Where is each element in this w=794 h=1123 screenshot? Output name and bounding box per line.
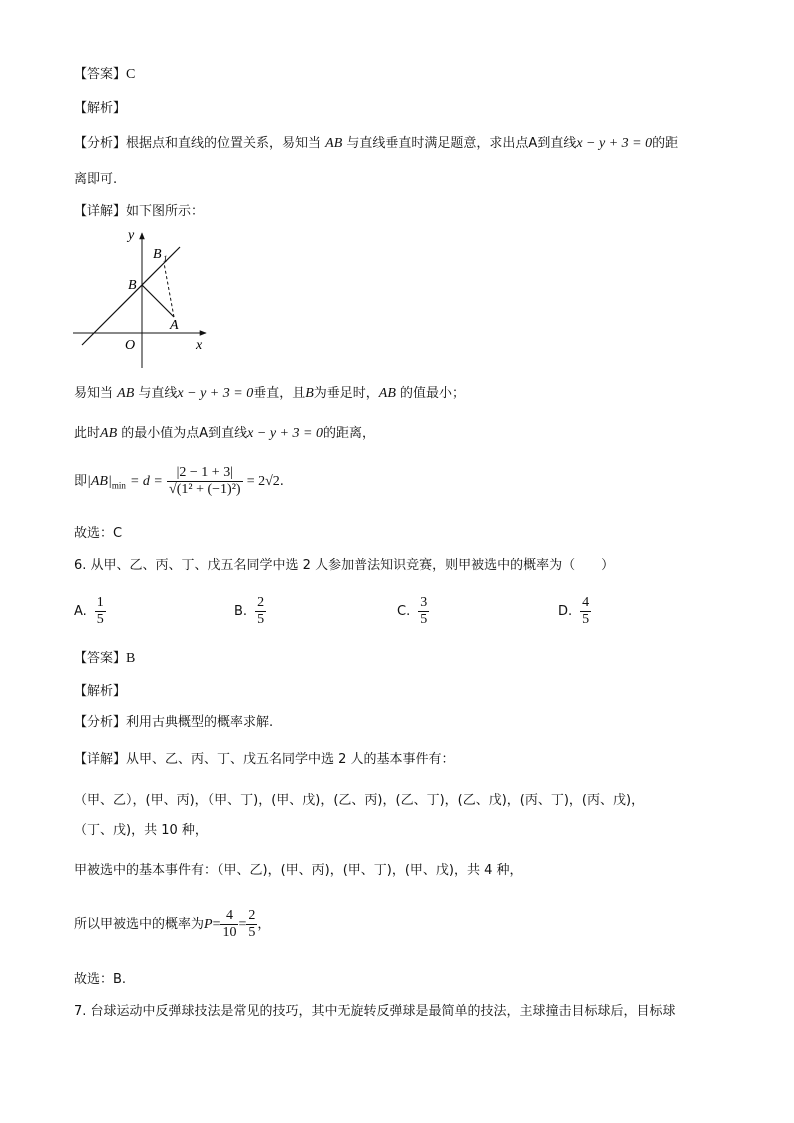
denominator: 5 (420, 612, 428, 627)
label-b1-sub: 1 (163, 254, 168, 264)
fraction-numerator: |2 − 1 + 3| (167, 465, 243, 482)
detail-line-q6 (74, 751, 455, 769)
answer-line (74, 66, 135, 84)
detail-tag: 【详解】 (74, 204, 127, 219)
detail-text: 如下图所示： (126, 204, 205, 219)
distance-formula-line (74, 462, 284, 506)
option-b[interactable] (234, 595, 266, 628)
segment-ab: AB (325, 136, 343, 151)
result: = 2√2 (246, 474, 280, 489)
option-label: D. (558, 604, 573, 619)
answer-tag: 【答案】 (74, 651, 127, 666)
detail-line (74, 203, 204, 221)
option-d[interactable] (558, 595, 591, 628)
option-label: B. (234, 604, 248, 619)
detail-tag: 【详解】 (74, 752, 127, 767)
geometry-figure (70, 225, 215, 375)
numerator: 4 (582, 595, 590, 610)
numerator: 4 (220, 908, 238, 925)
line-equation: x − y + 3 = 0 (576, 136, 653, 151)
segment-ab: AB (117, 386, 135, 401)
numerator: 3 (420, 595, 428, 610)
line-equation: x − y + 3 = 0 (177, 386, 254, 401)
answer-line-q6 (74, 650, 135, 668)
detail-text: 从甲、乙、丙、丁、戊五名同学中选 2 人的基本事件有： (126, 752, 455, 767)
t: 此时 (74, 426, 101, 441)
denominator: 5 (257, 612, 265, 627)
reason-line-1 (74, 385, 465, 403)
choice-q5: 故选：C (74, 526, 123, 541)
numerator: 2 (257, 595, 265, 610)
label-b1: B (153, 247, 162, 262)
t: 为垂足时， (313, 386, 379, 401)
t: 与直线 (138, 386, 178, 401)
segment-ab: AB (378, 386, 396, 401)
denominator: 5 (248, 925, 256, 940)
fraction-denominator: √(1² + (−1)²) (169, 482, 241, 497)
fenxi-line-q6 (74, 714, 273, 732)
label-a: A (170, 318, 179, 333)
analysis-tag: 【解析】 (74, 101, 127, 116)
probability-line (74, 905, 270, 945)
option-label: A. (74, 604, 87, 619)
equals: = (238, 917, 247, 932)
line-equation: x − y + 3 = 0 (247, 426, 323, 441)
t: 易知当 (74, 386, 114, 401)
min-subscript: min (111, 480, 126, 491)
t: 的值最小； (400, 386, 466, 401)
fenxi-text-c: 的距 (652, 136, 679, 151)
equals: = (212, 917, 221, 932)
option-a[interactable] (74, 595, 106, 628)
option-c[interactable] (397, 595, 429, 628)
events-jia-line: 甲被选中的基本事件有：（甲、乙)，(甲、丙)，(甲、丁)，(甲、戊)，共 4 种， (74, 863, 523, 878)
t: . (279, 474, 284, 489)
denominator: 5 (582, 612, 590, 627)
label-b: B (128, 278, 137, 293)
fenxi-text: 利用古典概型的概率求解. (126, 715, 274, 730)
option-fraction (580, 595, 591, 628)
label-y: y (128, 228, 135, 243)
t: 的距离， (322, 426, 375, 441)
q6-stem: 6. 从甲、乙、丙、丁、戊五名同学中选 2 人参加普法知识竞赛，则甲被选中的概率为（ ） (74, 558, 615, 573)
option-label: C. (397, 604, 411, 619)
analysis-tag-q6: 【解析】 (74, 684, 127, 699)
choice-q6: 故选：B. (74, 972, 127, 987)
numerator: 1 (96, 595, 104, 610)
option-fraction (418, 595, 429, 628)
answer-value: C (126, 67, 136, 82)
fraction-4-10 (220, 908, 238, 941)
numerator: 2 (248, 908, 256, 923)
fraction-2-5 (246, 908, 257, 941)
t: 垂直，且 (253, 386, 306, 401)
denominator: 10 (222, 925, 237, 940)
t: 即 (74, 474, 88, 489)
segment-ab: AB (100, 426, 118, 441)
events-line-2: （丁、戊)，共 10 种， (74, 823, 208, 838)
label-origin: O (125, 338, 136, 353)
prob-symbol: P (204, 917, 213, 932)
distance-fraction (167, 465, 243, 498)
denominator: 5 (96, 612, 104, 627)
fenxi-line-2: 离即可. (74, 172, 118, 187)
fenxi-tag: 【分析】 (74, 136, 127, 151)
point-b: B (305, 386, 314, 401)
events-line-1: （甲、乙），(甲、丙)，（甲、丁)，(甲、戊)，(乙、丙)，(乙、丁)，(乙、戊)，(丙、丁)，(丙、戊)， (74, 793, 645, 808)
abs-ab: |AB| (87, 474, 112, 489)
reason-line-2 (74, 425, 375, 443)
option-fraction (95, 595, 106, 628)
t: 所以甲被选中的概率为 (74, 917, 205, 932)
fenxi-text-a: 根据点和直线的位置关系，易知当 (126, 136, 322, 151)
answer-value: B (126, 651, 136, 666)
label-x: x (196, 338, 203, 353)
fenxi-text-b: 与直线垂直时满足题意，求出点A到直线 (346, 136, 577, 151)
fenxi-tag: 【分析】 (74, 715, 127, 730)
q7-stem: 7. 台球运动中反弹球技法是常见的技巧，其中无旋转反弹球是最简单的技法，主球撞击目标球后，目标球 (74, 1004, 676, 1019)
t: 的最小值为点A到直线 (121, 426, 248, 441)
answer-tag: 【答案】 (74, 67, 127, 82)
option-fraction (255, 595, 266, 628)
d-equals: = d = (129, 474, 163, 489)
fenxi-line (74, 135, 678, 153)
t: ， (257, 917, 271, 932)
